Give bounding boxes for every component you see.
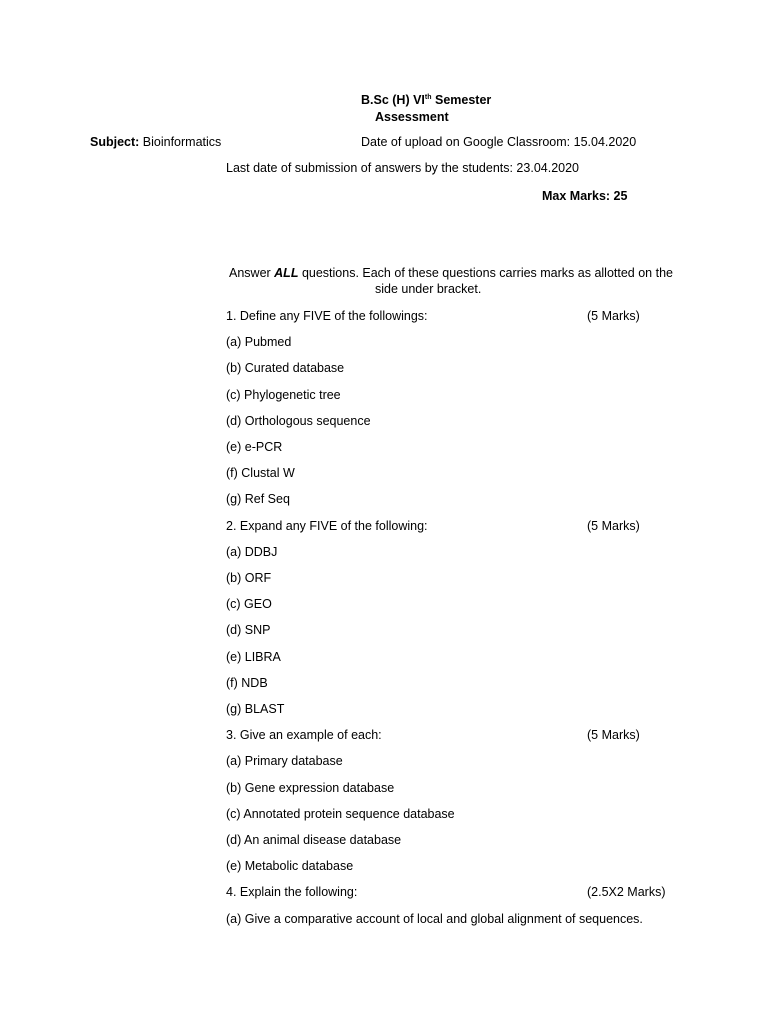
question-2-title: 2. Expand any FIVE of the following: xyxy=(226,518,428,533)
question-3-item: (b) Gene expression database xyxy=(226,780,395,795)
question-2-marks: (5 Marks) xyxy=(587,518,640,533)
question-1-item: (g) Ref Seq xyxy=(226,492,290,507)
question-3-title: 3. Give an example of each: xyxy=(226,728,382,743)
question-1-title: 1. Define any FIVE of the followings: xyxy=(226,309,428,323)
question-4-title: 4. Explain the following: xyxy=(226,885,358,900)
question-2-item: (g) BLAST xyxy=(226,702,285,716)
assessment-title: Assessment xyxy=(375,110,449,124)
question-4-item: (a) Give a comparative account of local and global alignment of sequences. xyxy=(226,911,643,926)
question-2-item: (b) ORF xyxy=(226,571,272,585)
question-2-item: (e) LIBRA xyxy=(226,649,281,664)
question-3-item: (e) Metabolic database xyxy=(226,859,354,874)
instructions-emphasis: ALL xyxy=(274,266,299,280)
question-3-item: (a) Primary database xyxy=(226,754,343,769)
question-2-item: (d) SNP xyxy=(226,623,271,638)
question-1-item: (b) Curated database xyxy=(226,361,345,376)
question-4-marks: (2.5X2 Marks) xyxy=(587,885,666,900)
question-3-item: (c) Annotated protein sequence database xyxy=(226,806,455,821)
upload-date: Date of upload on Google Classroom: 15.04.2020 xyxy=(361,135,637,149)
max-marks: Max Marks: 25 xyxy=(542,189,628,203)
subject-label: Subject: xyxy=(90,135,140,149)
question-2-item: (c) GEO xyxy=(226,597,272,612)
question-1-item: (d) Orthologous sequence xyxy=(226,413,371,428)
question-3-item: (d) An animal disease database xyxy=(226,833,402,847)
question-1-item: (f) Clustal W xyxy=(226,466,295,481)
question-1-item: (c) Phylogenetic tree xyxy=(226,387,341,402)
course-title: B.Sc (H) VIth Semester xyxy=(361,93,492,107)
instructions-line1: Answer ALL questions. Each of these questions carries marks as allotted on the xyxy=(229,266,673,280)
question-2-item: (f) NDB xyxy=(226,675,268,690)
question-3-marks: (5 Marks) xyxy=(587,728,640,743)
subject-line xyxy=(90,135,221,149)
subject-value: Bioinformatics xyxy=(139,135,222,149)
question-1-item: (e) e-PCR xyxy=(226,440,283,454)
question-1-item: (a) Pubmed xyxy=(226,335,292,350)
question-2-item: (a) DDBJ xyxy=(226,544,278,559)
instructions-line2: side under bracket. xyxy=(375,282,482,296)
submission-date: Last date of submission of answers by the students: 23.04.2020 xyxy=(226,161,579,175)
question-1-marks: (5 Marks) xyxy=(587,309,640,323)
